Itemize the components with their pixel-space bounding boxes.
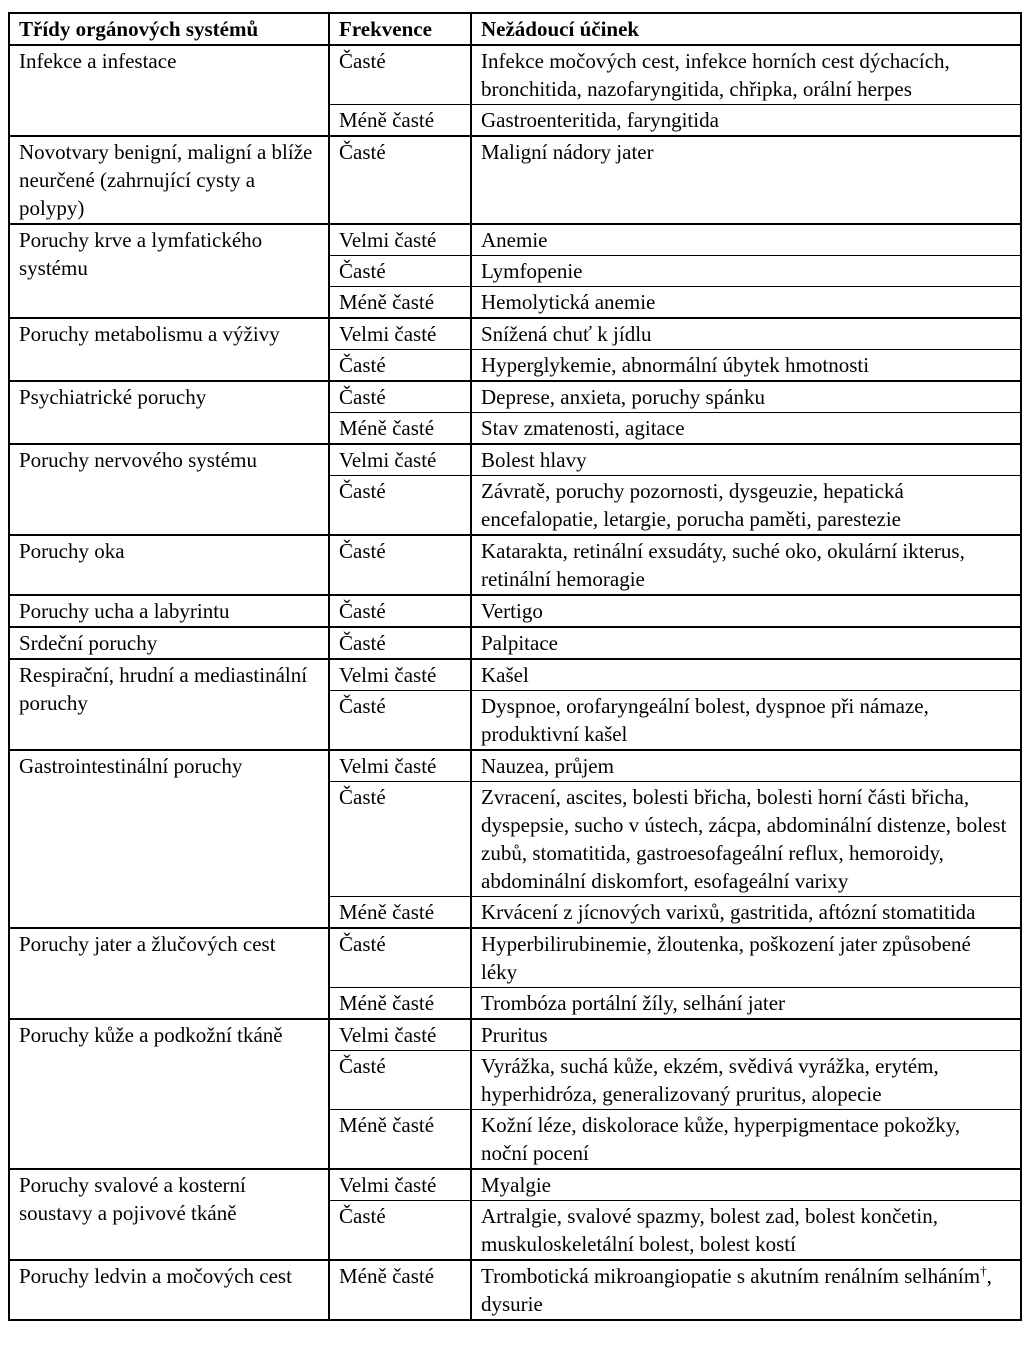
effect-cell: Nauzea, průjem [471,750,1021,782]
table-row [9,1019,1021,1051]
header-row [9,13,1021,45]
frequency-cell: Méně časté [329,287,471,319]
organ-class-cell: Poruchy oka [9,535,329,595]
organ-class-cell: Poruchy kůže a podkožní tkáně [9,1019,329,1169]
frequency-cell: Časté [329,350,471,382]
frequency-cell: Méně časté [329,988,471,1020]
organ-class-cell: Poruchy ucha a labyrintu [9,595,329,627]
frequency-cell: Časté [329,45,471,105]
organ-class-cell: Poruchy krve a lymfatického systému [9,224,329,318]
effect-cell: Anemie [471,224,1021,256]
organ-class-cell: Infekce a infestace [9,45,329,136]
organ-class-cell: Srdeční poruchy [9,627,329,659]
organ-class-cell: Gastrointestinální poruchy [9,750,329,928]
organ-class-cell: Poruchy metabolismu a výživy [9,318,329,381]
header-organ-class: Třídy orgánových systémů [9,13,329,45]
effect-cell: Trombotická mikroangiopatie s akutním renálním selháním†, dysurie [471,1260,1021,1320]
frequency-cell: Méně časté [329,897,471,929]
frequency-cell: Časté [329,1201,471,1261]
effect-cell: Gastroenteritida, faryngitida [471,105,1021,137]
organ-class-cell: Poruchy ledvin a močových cest [9,1260,329,1320]
frequency-cell: Časté [329,782,471,897]
effect-cell: Stav zmatenosti, agitace [471,413,1021,445]
effect-cell: Palpitace [471,627,1021,659]
table-row [9,136,1021,224]
frequency-cell: Časté [329,691,471,751]
table-row [9,627,1021,659]
frequency-cell: Časté [329,381,471,413]
dagger-footnote-marker: † [980,1263,987,1278]
frequency-cell: Velmi časté [329,1169,471,1201]
effect-cell: Snížená chuť k jídlu [471,318,1021,350]
frequency-cell: Časté [329,256,471,287]
adverse-effects-table [8,12,1022,1321]
table-row [9,750,1021,782]
effect-cell: Lymfopenie [471,256,1021,287]
frequency-cell: Časté [329,535,471,595]
effect-cell: Kašel [471,659,1021,691]
effect-cell: Infekce močových cest, infekce horních cest dýchacích, bronchitida, nazofaryngitida, chřipka, orální herpes [471,45,1021,105]
table-row [9,1260,1021,1320]
frequency-cell: Velmi časté [329,659,471,691]
organ-class-cell: Poruchy jater a žlučových cest [9,928,329,1019]
effect-cell: Vertigo [471,595,1021,627]
effect-cell: Maligní nádory jater [471,136,1021,224]
table-row [9,224,1021,256]
effect-cell: Hemolytická anemie [471,287,1021,319]
effect-cell: Katarakta, retinální exsudáty, suché oko, okulární ikterus, retinální hemoragie [471,535,1021,595]
effect-cell: Závratě, poruchy pozornosti, dysgeuzie, hepatická encefalopatie, letargie, porucha paměti, parestezie [471,476,1021,536]
frequency-cell: Časté [329,476,471,536]
frequency-cell: Časté [329,627,471,659]
organ-class-cell: Novotvary benigní, maligní a blíže neurčené (zahrnující cysty a polypy) [9,136,329,224]
table-row [9,595,1021,627]
frequency-cell: Časté [329,1051,471,1110]
frequency-cell: Velmi časté [329,224,471,256]
effect-cell: Zvracení, ascites, bolesti břicha, bolesti horní části břicha, dyspepsie, sucho v ústech, zácpa, abdominální distenze, bolest zubů, stomatitida, gastroesofageální reflux, hemoroidy, abdominální diskomfort, esofageální varixy [471,782,1021,897]
frequency-cell: Méně časté [329,105,471,137]
table-row [9,45,1021,105]
effect-cell: Myalgie [471,1169,1021,1201]
table-row [9,659,1021,691]
effect-cell: Artralgie, svalové spazmy, bolest zad, bolest končetin, muskuloskeletální bolest, bolest kostí [471,1201,1021,1261]
effect-cell: Kožní léze, diskolorace kůže, hyperpigmentace pokožky, noční pocení [471,1110,1021,1170]
frequency-cell: Časté [329,136,471,224]
effect-cell: Vyrážka, suchá kůže, ekzém, svědivá vyrážka, erytém, hyperhidróza, generalizovaný pruritus, alopecie [471,1051,1021,1110]
header-effect: Nežádoucí účinek [471,13,1021,45]
table-row [9,444,1021,476]
effect-cell: Dyspnoe, orofaryngeální bolest, dyspnoe při námaze, produktivní kašel [471,691,1021,751]
header-frequency: Frekvence [329,13,471,45]
frequency-cell: Velmi časté [329,444,471,476]
frequency-cell: Méně časté [329,413,471,445]
frequency-cell: Časté [329,928,471,988]
organ-class-cell: Poruchy svalové a kosterní soustavy a pojivové tkáně [9,1169,329,1260]
effect-cell: Pruritus [471,1019,1021,1051]
table-row [9,928,1021,988]
organ-class-cell: Psychiatrické poruchy [9,381,329,444]
organ-class-cell: Poruchy nervového systému [9,444,329,535]
frequency-cell: Velmi časté [329,750,471,782]
table-row [9,318,1021,350]
effect-cell: Krvácení z jícnových varixů, gastritida, aftózní stomatitida [471,897,1021,929]
table-row [9,1169,1021,1201]
effect-cell: Hyperglykemie, abnormální úbytek hmotnosti [471,350,1021,382]
effect-cell: Bolest hlavy [471,444,1021,476]
effect-cell: Trombóza portální žíly, selhání jater [471,988,1021,1020]
frequency-cell: Méně časté [329,1260,471,1320]
table-row [9,381,1021,413]
frequency-cell: Časté [329,595,471,627]
effect-cell: Hyperbilirubinemie, žloutenka, poškození jater způsobené léky [471,928,1021,988]
table-row [9,535,1021,595]
frequency-cell: Méně časté [329,1110,471,1170]
frequency-cell: Velmi časté [329,318,471,350]
organ-class-cell: Respirační, hrudní a mediastinální poruchy [9,659,329,750]
frequency-cell: Velmi časté [329,1019,471,1051]
effect-cell: Deprese, anxieta, poruchy spánku [471,381,1021,413]
